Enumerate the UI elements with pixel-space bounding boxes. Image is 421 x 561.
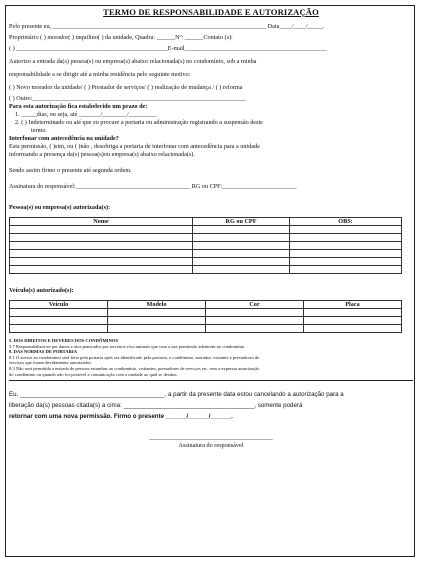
- table-cell[interactable]: [290, 234, 402, 242]
- line-proprietario: Proprietário ( ) morador( ) inquilino( ) da unidade, Quadra: ______Nº: ______Contato (s):: [9, 34, 233, 41]
- table-cell[interactable]: [206, 317, 304, 325]
- document-content: [9, 7, 413, 450]
- table-row: [10, 266, 402, 274]
- veiculos-header-modelo: Modelo: [108, 301, 206, 309]
- table-row: [10, 250, 402, 258]
- cancel-line-1: Eu, __________________________________________, a partir da presente data estou cancelando a autorização para a: [9, 391, 344, 399]
- table-cell[interactable]: [304, 309, 402, 317]
- table-cell[interactable]: [304, 325, 402, 333]
- line-motivos: ( ) Novo morador da unidade/ ( ) Prestador de serviços/ ( ) realização de mudança / ( ) reforma: [9, 84, 243, 91]
- cancel-signature-line: ________________________________________: [149, 434, 273, 442]
- table-row: [10, 317, 402, 325]
- document-title: TERMO DE RESPONSABILIDADE E AUTORIZAÇÃO: [103, 7, 319, 17]
- table-row: [10, 325, 402, 333]
- prazo-option-1: 1. _____dias, ou seja, até _______/________/_________: [15, 111, 157, 118]
- rule-8-3: 8.3 Não será permitida a entrada de pessoas estranhas ao condomínio, visitantes, prestadores de serviços etc. sem a expressa autorização: [9, 365, 260, 371]
- table-cell[interactable]: [193, 234, 290, 242]
- table-cell[interactable]: [193, 250, 290, 258]
- table-cell[interactable]: [193, 242, 290, 250]
- table-row: [10, 242, 402, 250]
- prazo-heading: Para esta autorização fica estabelecido um prazo de:: [9, 103, 148, 110]
- table-cell[interactable]: [193, 258, 290, 266]
- rule-5-7: 5.7 Responsabilizar-se por danos e atos praticados por terceiros e/ou animais que com a sua permissão adentrem no condomínio.: [9, 343, 246, 349]
- prazo-option-2-cont: termo.: [31, 127, 47, 134]
- table-cell[interactable]: [206, 309, 304, 317]
- table-cell[interactable]: [10, 242, 193, 250]
- table-cell[interactable]: [193, 226, 290, 234]
- line-outro: ( ) Outro:_____________________________________________________________________: [9, 95, 246, 102]
- table-cell[interactable]: [206, 325, 304, 333]
- cancel-line-3: retornar com uma nova permissão. Firmo o presente ______/______/______.: [9, 413, 233, 421]
- table-cell[interactable]: [193, 266, 290, 274]
- veiculos-header-placa: Placa: [304, 301, 402, 309]
- pessoas-table: [9, 217, 402, 274]
- table-cell[interactable]: [304, 317, 402, 325]
- prazo-option-2: 2. ( ) Indeterminado ou até que eu procure a portaria ou administração registrando a suspensão deste: [15, 119, 263, 126]
- veiculos-header-cor: Cor: [206, 301, 304, 309]
- pessoas-heading: Pessoa(s) ou empresa(s) autorizada(s):: [9, 204, 111, 211]
- table-cell[interactable]: [290, 242, 402, 250]
- table-cell[interactable]: [108, 325, 206, 333]
- assinatura-line: Assinatura do responsável:_____________________________________ RG ou CPF:________________________: [9, 183, 297, 190]
- veiculos-header-veiculo: Veículo: [10, 301, 108, 309]
- table-cell[interactable]: [10, 317, 108, 325]
- interfonar-line-2: informando a presença da(s) pessoa(s)ou empresa(s) abaixo relacionada(s).: [9, 151, 195, 158]
- table-cell[interactable]: [10, 266, 193, 274]
- line-presente: Pelo presente eu, _____________________________________________________________________ Data____/____/_____.: [9, 23, 325, 30]
- line-autorizo-1: Autorizo a entrada da(s) pessoa(s) ou empresa(s) abaixo relacionada(s) no condomínio, sob a minha: [9, 58, 257, 65]
- cancel-signature-label: Assinatura do responsável: [178, 442, 244, 450]
- line-autorizo-2: responsabilidade a se dirigir até a minha residência pelo seguinte motivo:: [9, 71, 191, 78]
- rule-8-1: 8.1 O acesso ao condomínio será feito pela portaria após ser identificado pela portaria, o condômino, morador, visitante e prestadores de: [9, 354, 260, 360]
- table-row: [10, 258, 402, 266]
- table-cell[interactable]: [290, 226, 402, 234]
- pessoas-header-rg: RG ou CPF: [193, 218, 290, 226]
- table-row: [10, 234, 402, 242]
- veiculos-heading: Veículo(s) autorizado(s):: [9, 287, 74, 294]
- cancel-line-2: liberação da(s) pessoas citada(s) a cima: ______________________________________, somente poderá: [9, 402, 303, 410]
- table-cell[interactable]: [290, 258, 402, 266]
- table-cell[interactable]: [108, 309, 206, 317]
- pessoas-header-obs: OBS:: [290, 218, 402, 226]
- line-email: ( ) _________________________________________________E-mail______________________________________________: [9, 45, 327, 52]
- veiculos-table: [9, 300, 402, 333]
- table-cell[interactable]: [10, 325, 108, 333]
- table-cell[interactable]: [10, 309, 108, 317]
- table-row: [10, 226, 402, 234]
- rules-section-5: 5. DOS DIREITOS E DEVERES DOS CONDÔMINOS: [9, 338, 119, 343]
- table-cell[interactable]: [10, 250, 193, 258]
- interfonar-heading: Interfonar com antecedência na unidade?: [9, 135, 119, 142]
- table-cell[interactable]: [10, 234, 193, 242]
- rule-8-3-cont: do condômino ou quando não for possível a comunicação com a unidade ao qual se destina.: [9, 371, 178, 377]
- table-cell[interactable]: [108, 317, 206, 325]
- table-row: [10, 309, 402, 317]
- pessoas-header-nome: Nome: [10, 218, 193, 226]
- firmo-line: Sendo assim firmo o presente até segunda ordem.: [9, 167, 132, 174]
- rule-8-1-cont: serviços que foram devidamente autorizados.: [9, 360, 93, 366]
- interfonar-line-1: Esta permissão, ( )sim, ou ( )não , desobriga a portaria de interfonar com antecedência para a unidade: [9, 143, 260, 150]
- table-cell[interactable]: [290, 250, 402, 258]
- table-cell[interactable]: [10, 226, 193, 234]
- table-cell[interactable]: [10, 258, 193, 266]
- table-cell[interactable]: [290, 266, 402, 274]
- rules-section-8: 8. DAS NORMAS DE PORTARIA: [9, 349, 78, 355]
